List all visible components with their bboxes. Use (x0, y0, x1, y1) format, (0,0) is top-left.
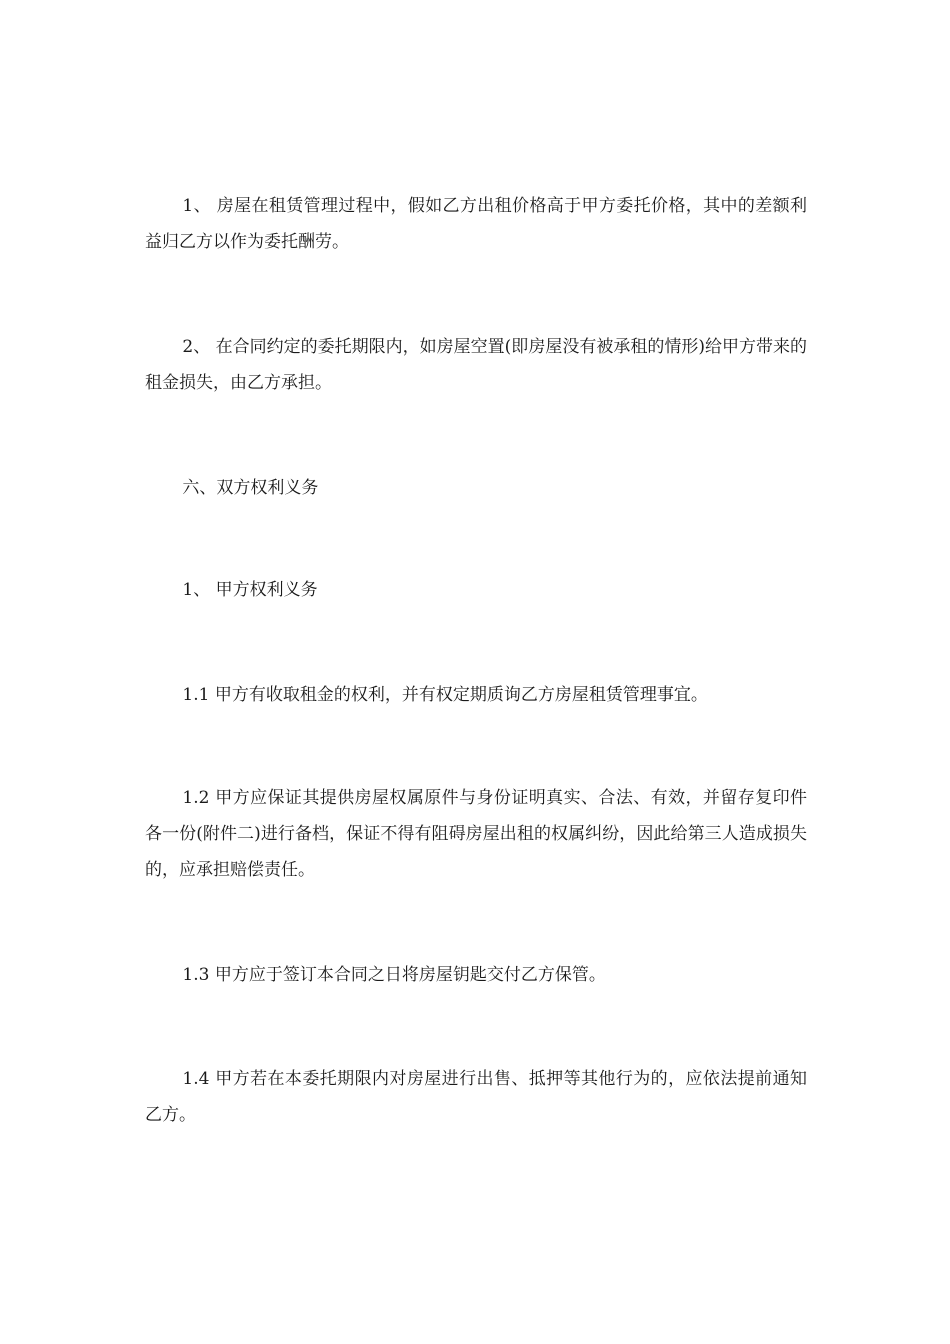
clause-1-3-key-handover: 1.3 甲方应于签订本合同之日将房屋钥匙交付乙方保管。 (182, 965, 606, 985)
clause-2-vacancy-loss: 2、 在合同约定的委托期限内，如房屋空置(即房屋没有被承租的情形)给甲方带来的租金损失，由乙方承担。 (145, 337, 807, 393)
subheading-party-a-rights: 1、 甲方权利义务 (182, 580, 318, 600)
clause-1-4-sale-notice: 1.4 甲方若在本委托期限内对房屋进行出售、抵押等其他行为的，应依法提前通知乙方。 (145, 1069, 807, 1125)
clause-1-1-rent-collection: 1.1 甲方有收取租金的权利，并有权定期质询乙方房屋租赁管理事宜。 (182, 685, 708, 705)
clause-1-2-ownership-guarantee: 1.2 甲方应保证其提供房屋权属原件与身份证明真实、合法、有效，并留存复印件各一份(附件二)进行备档，保证不得有阻碍房屋出租的权属纠纷，因此给第三人造成损失的，应承担赔偿责任。 (145, 788, 807, 880)
section-heading-rights-obligations: 六、双方权利义务 (182, 478, 319, 498)
clause-1-commission-difference: 1、 房屋在租赁管理过程中，假如乙方出租价格高于甲方委托价格，其中的差额利益归乙方以作为委托酬劳。 (145, 196, 807, 252)
